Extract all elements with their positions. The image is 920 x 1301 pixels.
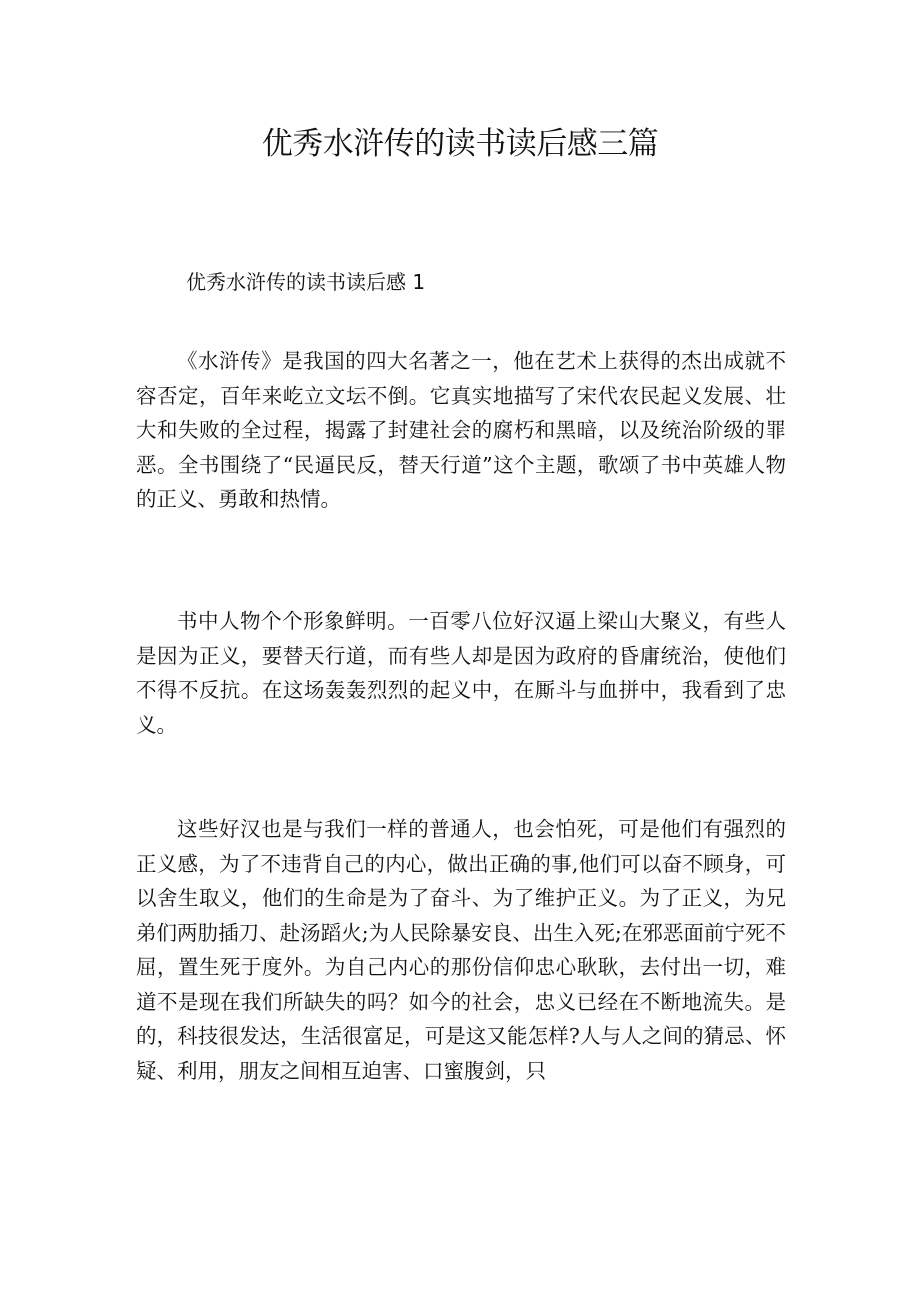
section-subtitle: 优秀水浒传的读书读后感 1	[186, 270, 426, 294]
paragraph-1: 《水浒传》是我国的四大名著之一，他在艺术上获得的杰出成就不容否定，百年来屹立文坛不倒。它真实地描写了宋代农民起义发展、壮大和失败的全过程，揭露了封建社会的腐朽和黑暗，以及统治阶级的罪恶。全书围绕了“民逼民反，替天行道”这个主题，歌颂了书中英雄人物的正义、勇敢和热情。	[136, 349, 786, 511]
paragraph-3: 这些好汉也是与我们一样的普通人，也会怕死，可是他们有强烈的正义感，为了不违背自己的内心，做出正确的事,他们可以奋不顾身，可以舍生取义，他们的生命是为了奋斗、为了维护正义。为了正义，为兄弟们两肋插刀、赴汤蹈火;为人民除暴安良、出生入死;在邪恶面前宁死不屈，置生死于度外。为自己内心的那份信仰忠心耿耿，去付出一切，难道不是现在我们所缺失的吗？如今的社会，忠义已经在不断地流失。是的，科技很发达，生活很富足，可是这又能怎样?人与人之间的猜忌、怀疑、利用，朋友之间相互迫害、口蜜腹剑，只	[136, 817, 786, 1083]
document-title: 优秀水浒传的读书读后感三篇	[261, 126, 659, 162]
paragraph-2: 书中人物个个形象鲜明。一百零八位好汉逼上梁山大聚义，有些人是因为正义，要替天行道，而有些人却是因为政府的昏庸统治，使他们不得不反抗。在这场轰轰烈烈的起义中，在厮斗与血拼中，我看到了忠义。	[136, 609, 786, 737]
